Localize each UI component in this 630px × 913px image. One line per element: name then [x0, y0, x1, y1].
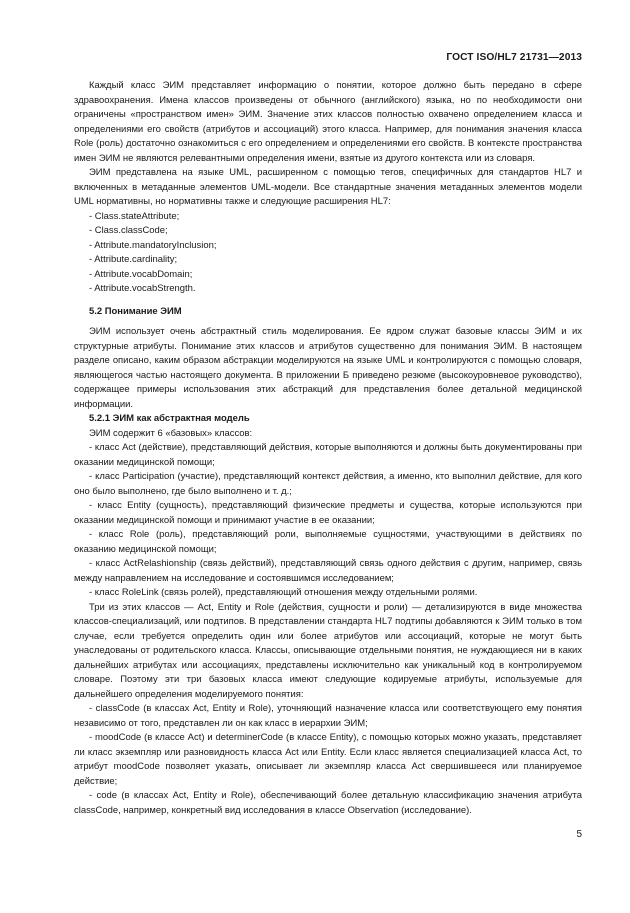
paragraph: Каждый класс ЭИМ представляет информацию о понятии, которое должно быть передано в сфере здравоохранения. Имена классов произведены от обычного (английского) языка, но по необходимости они ограничены «пространством имен» ЭИМ. Значение этих классов полностью охвачено определением класса и определениями его свойств (атрибутов и ассоциаций) этого класса. Например, для понимания значения класса Role (роль) достаточно ознакомиться с его определением и определениями его свойств. В контексте пространства имен ЭИМ не являются релевантными определения имени, взятые из другого контекста или из словаря.: [74, 80, 582, 164]
list-item: - moodCode (в классе Act) и determinerCode (в классе Entity), с помощью которых можно указать, представляет ли класс экземпляр или разновидность класса Act или Entity. Если класс является специализацией класса Act, то атрибут moodCode позволяет указать, описывает ли экземпляр класса Act свершившееся или планируемое действие;: [74, 732, 582, 787]
paragraph: Три из этих классов — Act, Entity и Role (действия, сущности и роли) — детализируются в виде множества классов-специализаций, или подтипов. В представлении стандарта HL7 подтипы добавляются к ЭИМ только в том случае, если требуется определить один или более атрибутов или ассоциаций, которые не могут быть унаследованы от родительского класса. Классы, описывающие отдельными понятия, не нуждающиеся ни в каких дальнейших атрибутах или ассоциациях, представлены исключительно как уникальный код в контролируемом словаре. Поэтому эти три базовых класса имеют следующие кодируемые атрибуты, используемые для дальнейшего определения моделируемого понятия:: [74, 601, 582, 700]
list-item: - Attribute.cardinality;: [89, 254, 178, 265]
list-item: - Attribute.vocabStrength.: [89, 283, 196, 294]
subsection-heading: 5.2.1 ЭИМ как абстрактная модель: [89, 413, 250, 424]
list-item: - класс ActRelashionship (связь действий), представляющий связь одного действия с другим, например, связь между направлением на исследование и состоявшимся исследованием;: [74, 558, 582, 584]
list-item: - Class.classCode;: [89, 225, 168, 236]
paragraph: ЭИМ использует очень абстрактный стиль моделирования. Ее ядром служат базовые классы ЭИМ и их структурные атрибуты. Понимание этих классов и атрибутов существенно для понимания ЭИМ. В настоящем разделе описано, каким образом абстракции моделируются на языке UML и контролируются с помощью словаря, являющегося частью настоящего документа. В приложении Б приведено резюме (высокоуровневое руководство), содержащее примеры использования этих абстракций для представления более детальной медицинской информации.: [74, 326, 582, 410]
list-item: - класс Act (действие), представляющий действия, которые выполняются и должны быть документированы при оказании медицинской помощи;: [74, 442, 582, 468]
paragraph: ЭИМ содержит 6 «базовых» классов:: [89, 427, 253, 439]
list-item: - classCode (в классах Act, Entity и Role), уточняющий назначение класса или соответствующего ему понятия независимо от того, представлен ли он как класс в иерархии ЭИМ;: [74, 703, 582, 729]
document-header: ГОСТ ISO/HL7 21731—2013: [446, 52, 582, 63]
list-item: - code (в классах Act, Entity и Role), обеспечивающий более детальную классификацию значения атрибута classCode, например, конкретный вид исследования в классе Observation (исследование).: [74, 790, 582, 816]
page-number: 5: [576, 829, 582, 840]
list-item: - класс Role (роль), представляющий роли, выполняемые сущностями, участвующими в действиях по оказанию медицинской помощи;: [74, 529, 582, 555]
list-item: - класс RoleLink (связь ролей), представляющий отношения между отдельными ролями.: [89, 587, 478, 598]
document-body: [74, 79, 582, 818]
list-item: - класс Participation (участие), представляющий контекст действия, а именно, кто выполнил действие, для кого оно было выполнено, где было выполнено и т. д.;: [74, 471, 582, 497]
list-item: - Class.stateAttribute;: [89, 210, 180, 222]
list-item: - Attribute.mandatoryInclusion;: [89, 239, 217, 251]
paragraph: ЭИМ представлена на языке UML, расширенном с помощью тегов, специфичных для стандартов HL7 и включенных в метаданные элементов UML-модели. Все стандартные значения метаданных элементов модели UML нормативны, но нормативны также и следующие расширения HL7:: [74, 167, 582, 207]
list-item: - класс Entity (сущность), представляющий физические предметы и существа, которые используются при оказании медицинской помощи и принимают участие в ее оказании;: [74, 500, 582, 526]
list-item: - Attribute.vocabDomain;: [89, 268, 193, 280]
section-heading: 5.2 Понимание ЭИМ: [89, 305, 182, 317]
